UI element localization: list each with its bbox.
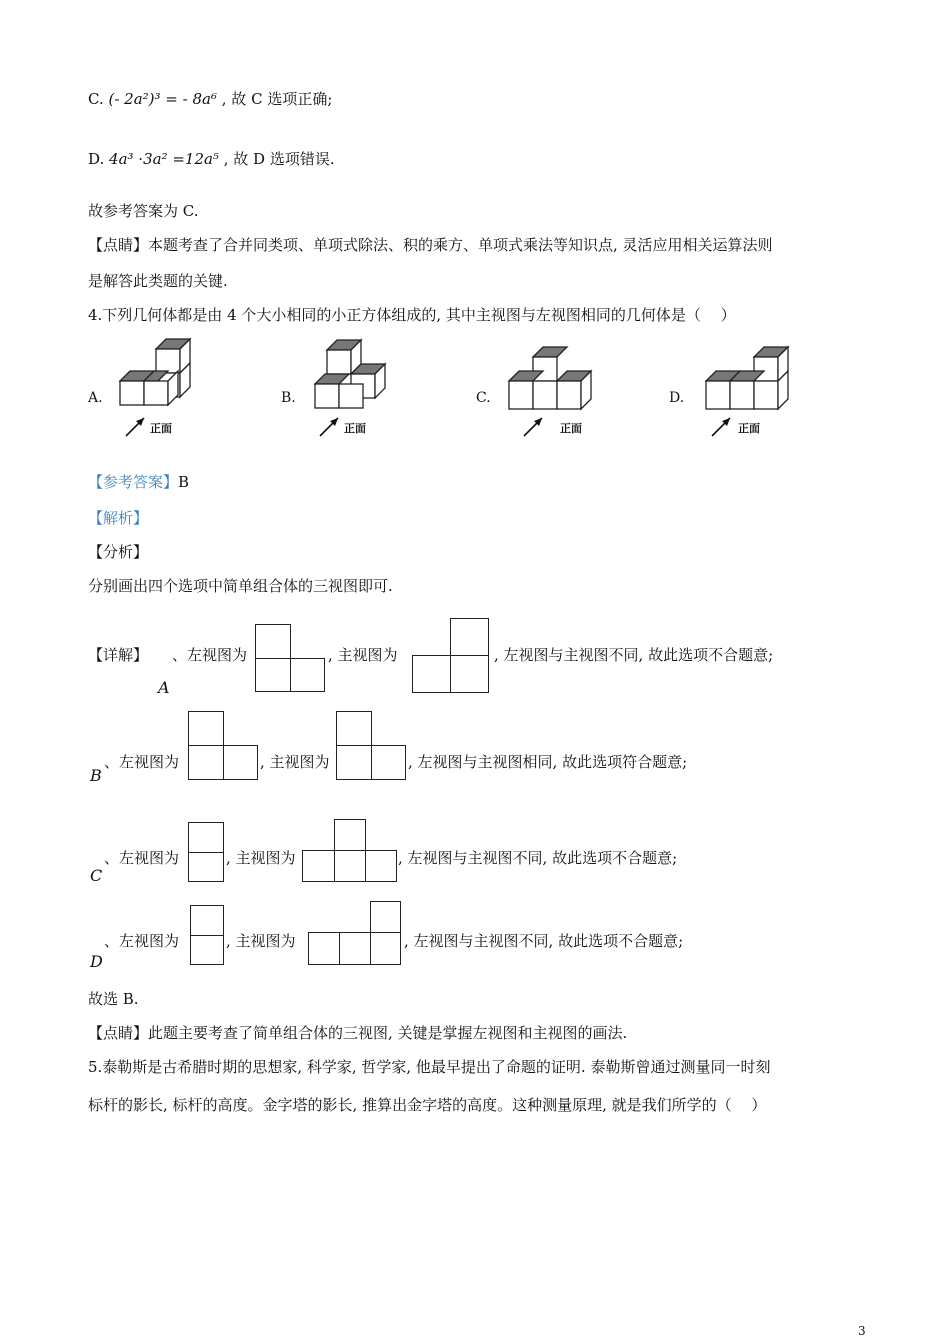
option-d-formula: 4a³ ·3a² =12a⁵ xyxy=(109,150,219,168)
row-d-left-label: 、左视图为 xyxy=(104,932,180,950)
question-4: 4.下列几何体都是由 4 个大小相同的小正方体组成的, 其中主视图与左视图相同的几何体是（ ） xyxy=(88,306,736,324)
dianjing-3-line1: 【点睛】本题考查了合并同类项、单项式除法、积的乘方、单项式乘法等知识点, 灵活应用相关运算法则 xyxy=(88,236,773,254)
dianjing-4: 【点睛】此题主要考查了简单组合体的三视图, 关键是掌握左视图和主视图的画法. xyxy=(88,1024,628,1042)
row-d-main-view xyxy=(308,901,401,965)
row-c-left-label: 、左视图为 xyxy=(104,849,180,867)
row-b-left-label: 、左视图为 xyxy=(104,753,180,771)
row-a-main-label: , 主视图为 xyxy=(328,646,398,664)
row-b-main-label: , 主视图为 xyxy=(260,753,330,771)
option-d-line xyxy=(88,148,335,169)
row-a-left-view xyxy=(255,624,325,692)
option-label-a: A. xyxy=(88,390,103,406)
fenxi-tag: 【分析】 xyxy=(88,543,149,561)
row-c-letter: C xyxy=(90,866,103,885)
reference-answer xyxy=(88,471,189,492)
row-b-left-view xyxy=(188,711,258,780)
option-label-d: D. xyxy=(669,390,685,406)
fenxi-text: 分别画出四个选项中简单组合体的三视图即可. xyxy=(88,577,393,595)
front-label-c: 正面 xyxy=(560,422,582,435)
row-d-main-label: , 主视图为 xyxy=(226,932,296,950)
option-c-suffix: , 故 C 选项正确; xyxy=(221,90,333,108)
row-c-main-view xyxy=(302,819,397,882)
detail-tag: 【详解】 xyxy=(88,646,149,664)
row-c-conclusion: , 左视图与主视图不同, 故此选项不合题意; xyxy=(398,849,678,867)
front-label-b: 正面 xyxy=(344,422,366,435)
option-label-b: B. xyxy=(281,390,296,406)
front-label-d: 正面 xyxy=(738,422,760,435)
row-a-conclusion: , 左视图与主视图不同, 故此选项不合题意; xyxy=(494,646,774,664)
choose-answer: 故选 B. xyxy=(88,990,139,1008)
dianjing-3-line2: 是解答此类题的关键. xyxy=(88,272,228,290)
reference-answer-value: B xyxy=(178,473,190,491)
row-b-letter: B xyxy=(90,766,102,785)
figure-c-cubes xyxy=(503,345,603,415)
row-a-letter: A xyxy=(158,678,170,697)
question-5-line2: 标杆的影长, 标杆的高度。金字塔的影长, 推算出金字塔的高度。这种测量原理, 就是我们所学的（ ） xyxy=(88,1096,767,1114)
row-b-main-view xyxy=(336,711,406,780)
option-d-prefix: D. xyxy=(88,150,110,168)
page-number: 3 xyxy=(858,1324,866,1338)
front-label-a: 正面 xyxy=(150,422,172,435)
option-d-suffix: , 故 D 选项错误. xyxy=(223,150,335,168)
option-c-formula: (- 2a²)³ = - 8a⁶ xyxy=(108,90,217,108)
answer-3: 故参考答案为 C. xyxy=(88,202,199,220)
figure-d-cubes xyxy=(700,345,800,415)
jiexi-tag: 【解析】 xyxy=(88,509,149,527)
figure-a-cubes xyxy=(110,335,200,415)
question-5-line1: 5.泰勒斯是古希腊时期的思想家, 科学家, 哲学家, 他最早提出了命题的证明. 泰勒斯曾通过测量同一时刻 xyxy=(88,1058,771,1076)
row-d-letter: D xyxy=(90,952,103,971)
row-a-main-view xyxy=(412,618,489,693)
option-c-prefix: C. xyxy=(88,90,109,108)
row-d-left-view xyxy=(190,905,224,965)
option-c-line xyxy=(88,88,332,109)
figure-b-cubes xyxy=(305,338,395,418)
row-a-left-label: 、左视图为 xyxy=(172,646,248,664)
reference-answer-tag: 【参考答案】 xyxy=(88,473,179,491)
row-d-conclusion: , 左视图与主视图不同, 故此选项不合题意; xyxy=(404,932,684,950)
row-c-left-view xyxy=(188,822,224,882)
row-b-conclusion: , 左视图与主视图相同, 故此选项符合题意; xyxy=(408,753,688,771)
option-label-c: C. xyxy=(476,390,491,406)
row-c-main-label: , 主视图为 xyxy=(226,849,296,867)
